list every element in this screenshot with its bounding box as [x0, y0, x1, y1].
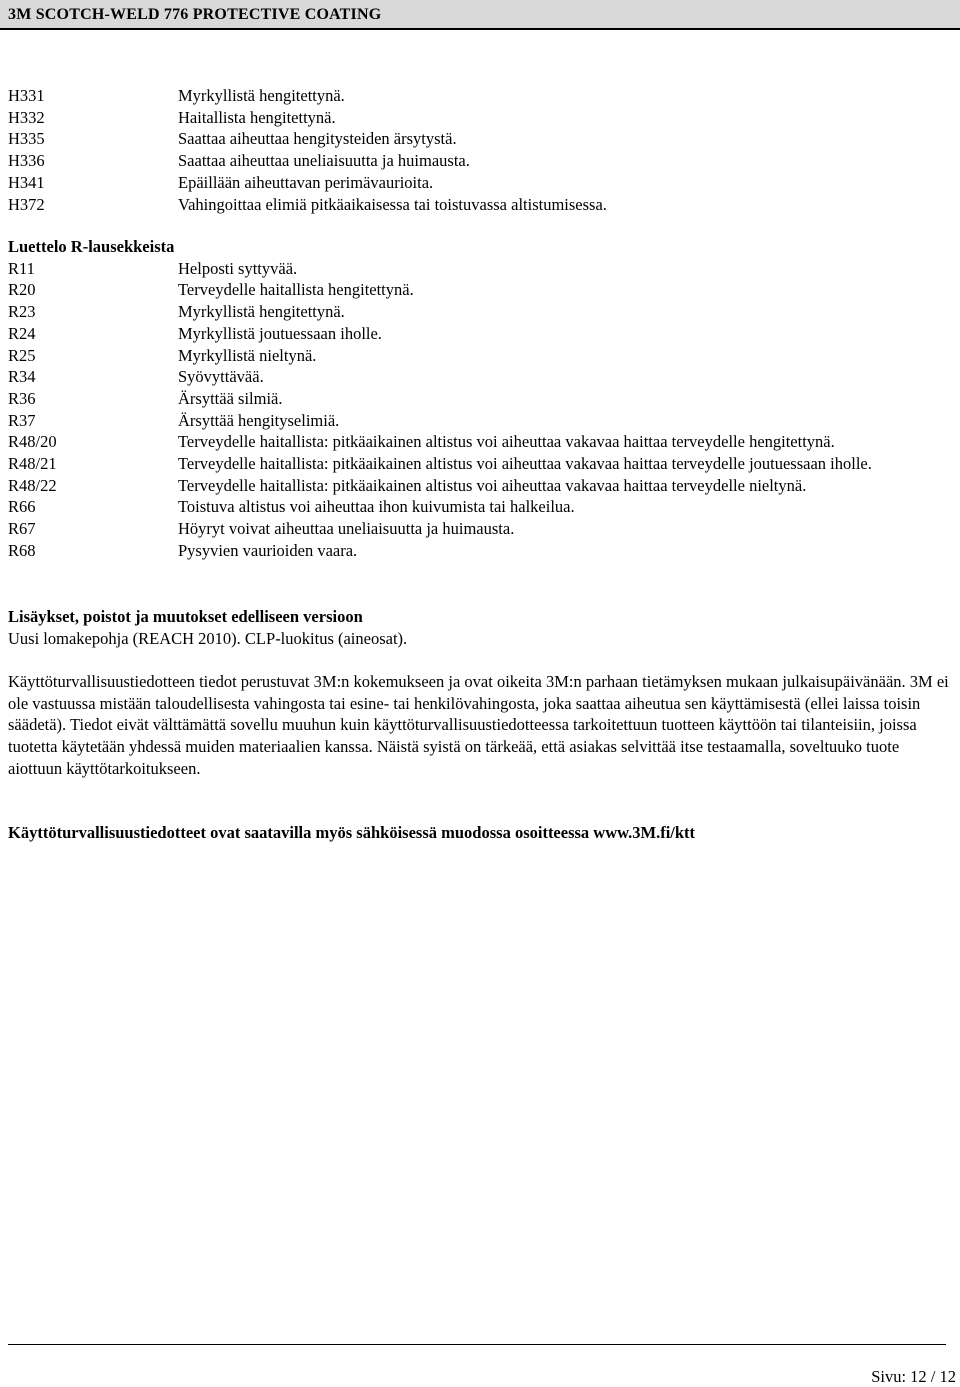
r-phrase-row [8, 366, 953, 388]
phrase-text: Saattaa aiheuttaa uneliaisuutta ja huimausta. [178, 151, 470, 171]
phrase-text: Terveydelle haitallista: pitkäaikainen altistus voi aiheuttaa vakavaa haittaa terveydelle joutuessaan iholle. [178, 454, 872, 474]
r-phrases-heading: Luettelo R-lausekkeista [8, 237, 175, 256]
phrase-text: Myrkyllistä nieltynä. [178, 345, 317, 365]
phrase-code: R11 [8, 258, 35, 278]
phrase-text: Haitallista hengitettynä. [178, 107, 336, 127]
r-phrase-row [8, 496, 953, 518]
phrase-code: H372 [8, 194, 45, 214]
h-statement-row [8, 172, 953, 194]
phrase-text: Ärsyttää silmiä. [178, 388, 283, 408]
phrase-text: Höyryt voivat aiheuttaa uneliaisuutta ja huimausta. [178, 519, 515, 539]
availability-text: Käyttöturvallisuustiedotteet ovat saatavilla myös sähköisessä muodossa osoitteessa www.3M.fi/ktt [8, 823, 696, 842]
r-phrase-row [8, 258, 953, 280]
phrase-code: R25 [8, 345, 36, 365]
phrase-code: R36 [8, 388, 36, 408]
r-phrases-section [8, 236, 953, 562]
phrase-text: Terveydelle haitallista hengitettynä. [178, 280, 414, 300]
r-phrase-row [8, 345, 953, 367]
h-statement-row [8, 194, 953, 216]
phrase-code: R48/20 [8, 432, 57, 452]
phrase-code: R67 [8, 519, 36, 539]
phrase-text: Myrkyllistä joutuessaan iholle. [178, 323, 382, 343]
revisions-section [8, 606, 953, 649]
phrase-text: Myrkyllistä hengitettynä. [178, 302, 345, 322]
phrase-text: Terveydelle haitallista: pitkäaikainen altistus voi aiheuttaa vakavaa haittaa terveydelle nieltynä. [178, 475, 807, 495]
h-statements-table [8, 85, 953, 215]
h-statement-row [8, 107, 953, 129]
r-phrase-row [8, 323, 953, 345]
phrase-code: H331 [8, 86, 45, 105]
phrase-code: R66 [8, 497, 36, 517]
phrase-code: R20 [8, 280, 36, 300]
r-phrase-row [8, 410, 953, 432]
phrase-code: R24 [8, 323, 36, 343]
availability-section [8, 822, 953, 844]
phrase-code: R34 [8, 367, 36, 387]
phrase-code: H336 [8, 151, 45, 171]
r-phrase-row [8, 453, 953, 475]
phrase-code: H341 [8, 172, 45, 192]
phrase-text: Vahingoittaa elimiä pitkäaikaisessa tai toistuvassa altistumisessa. [178, 194, 607, 214]
h-statement-row [8, 128, 953, 150]
document-title: 3M SCOTCH-WELD 776 PROTECTIVE COATING [8, 6, 382, 23]
h-statement-row [8, 150, 953, 172]
page-number: Sivu: 12 / 12 [871, 1367, 956, 1386]
r-phrases-table [8, 258, 953, 562]
r-phrase-row [8, 388, 953, 410]
phrase-text: Helposti syttyvää. [178, 258, 298, 278]
phrase-code: R23 [8, 302, 36, 322]
revisions-heading: Lisäykset, poistot ja muutokset edelliseen versioon [8, 607, 363, 626]
phrase-text: Terveydelle haitallista: pitkäaikainen altistus voi aiheuttaa vakavaa haittaa terveydelle hengitettynä. [178, 432, 835, 452]
disclaimer-text: Käyttöturvallisuustiedotteen tiedot perustuvat 3M:n kokemukseen ja ovat oikeita 3M:n parhaan tietämyksen mukaan julkaisupäivänään. 3M ei ole vastuussa mistään taloudellisesta vahingosta tai esine- tai henkilövahingosta, joka saattaa aiheutua sen käyttämisestä (ellei laissa toisin säädetä). Tiedot eivät välttämättä sovellu muuhun kuin käyttöturvallisuustiedotteessa tarkoitettuun tuotteen käyttöön tai tilanteisiin, joissa tuotetta käytetään yhdessä muiden materiaalien kanssa. Näistä syistä on tärkeää, että asiakas selvittää itse testaamalla, soveltuuko tuote aiottuun käyttötarkoitukseen. [8, 672, 949, 778]
revisions-text: Uusi lomakepohja (REACH 2010). CLP-luokitus (aineosat). [8, 628, 408, 648]
disclaimer-section [8, 671, 953, 780]
phrase-code: R48/22 [8, 475, 57, 495]
phrase-text: Pysyvien vaurioiden vaara. [178, 540, 358, 560]
h-statements-section [8, 85, 953, 215]
phrase-code: R68 [8, 540, 36, 560]
phrase-code: R37 [8, 410, 36, 430]
phrase-code: H332 [8, 107, 45, 127]
r-phrase-row [8, 279, 953, 301]
footer-divider [8, 1344, 946, 1345]
r-phrase-row [8, 475, 953, 497]
r-phrase-row [8, 518, 953, 540]
phrase-code: H335 [8, 129, 45, 149]
r-phrase-row [8, 431, 953, 453]
phrase-code: R48/21 [8, 454, 57, 474]
h-statement-row [8, 85, 953, 107]
phrase-text: Toistuva altistus voi aiheuttaa ihon kuivumista tai halkeilua. [178, 497, 575, 517]
phrase-text: Saattaa aiheuttaa hengitysteiden ärsytystä. [178, 129, 457, 149]
phrase-text: Syövyttävää. [178, 367, 264, 387]
phrase-text: Epäillään aiheuttavan perimävaurioita. [178, 172, 434, 192]
document-header [0, 0, 960, 30]
r-phrase-row [8, 301, 953, 323]
phrase-text: Ärsyttää hengityselimiä. [178, 410, 340, 430]
r-phrase-row [8, 540, 953, 562]
phrase-text: Myrkyllistä hengitettynä. [178, 86, 345, 105]
